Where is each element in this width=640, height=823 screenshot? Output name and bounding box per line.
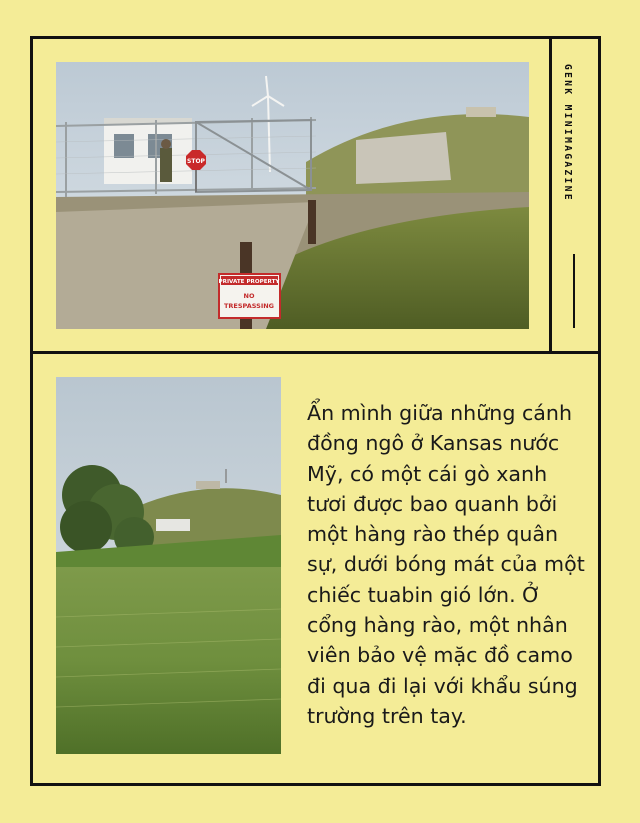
- side-label-bar: [573, 254, 575, 328]
- article-paragraph: Ẩn mình giữa những cánh đồng ngô ở Kansas nước Mỹ, có một cái gò xanh tươi được bao quanh bởi một hàng rào thép quân sự, dưới bóng mát của một chiếc tuabin gió lớn. Ở cổng hàng rào, một nhân viên bảo vệ mặc đồ camo đi qua đi lại với khẩu súng trường trên tay.: [307, 401, 585, 728]
- frame-divider-horizontal: [30, 351, 601, 354]
- frame-divider-vertical: [549, 36, 552, 354]
- photo-field-illustration: [56, 377, 281, 754]
- photo-gate-illustration: [56, 62, 529, 329]
- stop-sign-text: STOP: [187, 158, 205, 165]
- photo-gate-guard: [56, 62, 529, 329]
- photo-field-mound: [56, 377, 281, 754]
- sign-line-2: NO: [243, 292, 255, 300]
- magazine-side-label: GENK MINIMAGAZINE: [562, 64, 573, 203]
- sign-line-3: TRESPASSING: [223, 302, 275, 310]
- sign-line-1: PRIVATE PROPERTY: [218, 279, 280, 285]
